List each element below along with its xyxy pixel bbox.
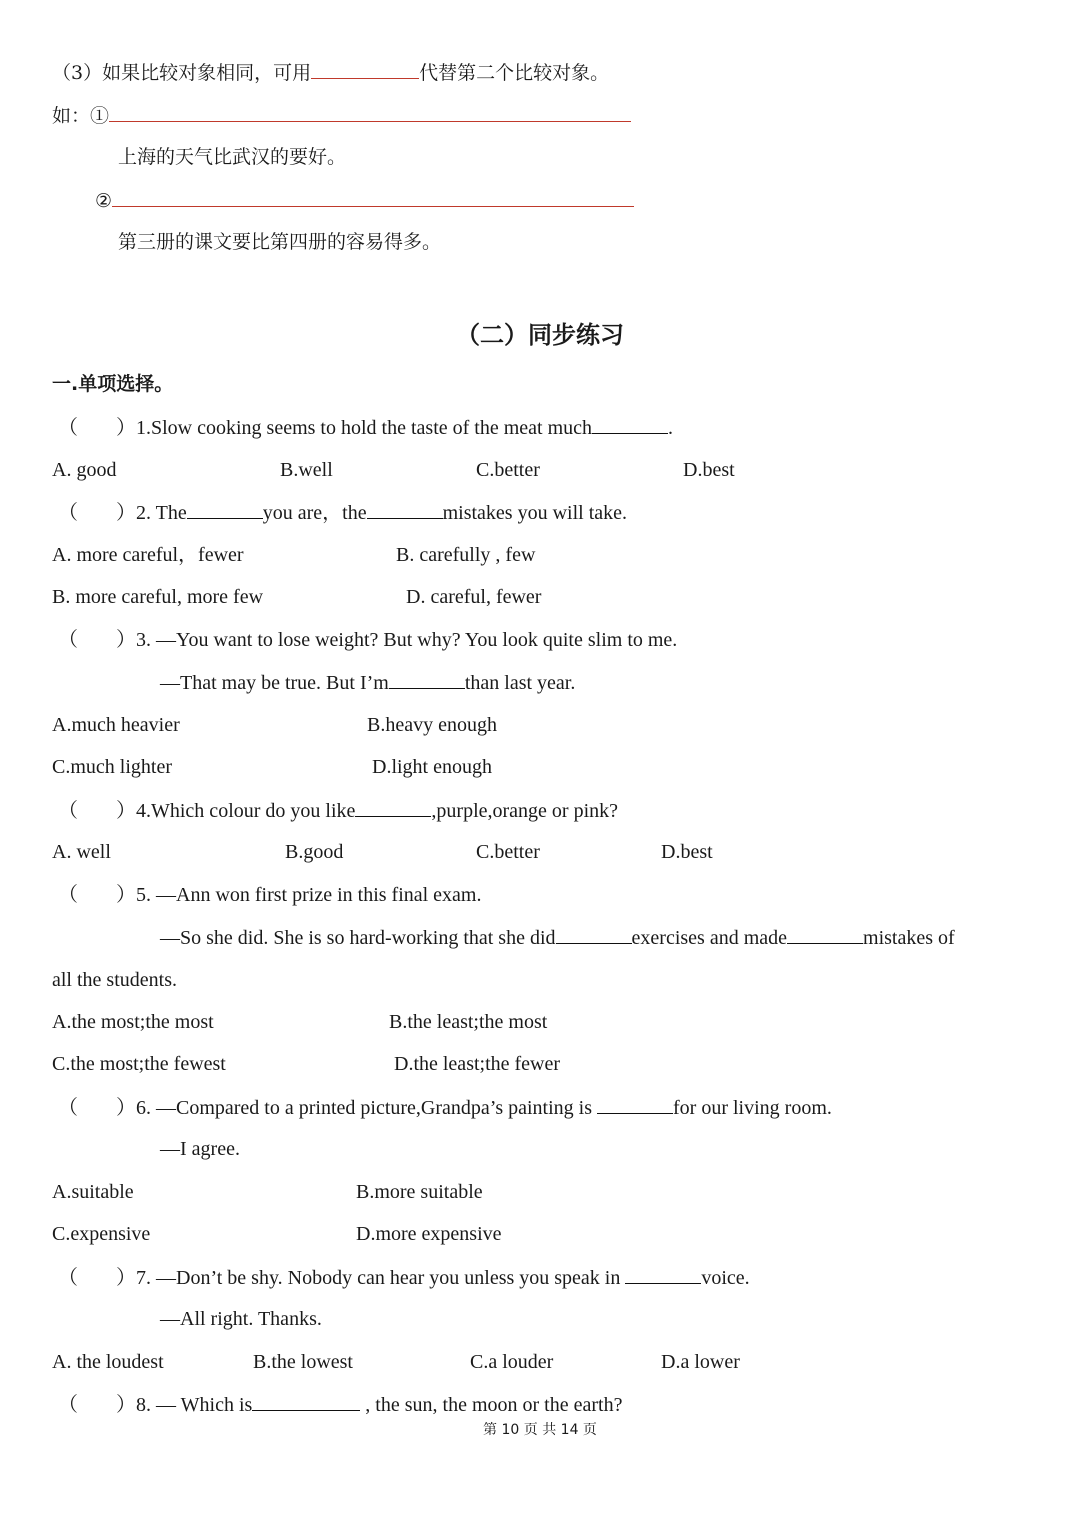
q5-option-a[interactable]: A.the most;the most — [52, 1011, 214, 1033]
q7-option-c[interactable]: C.a louder — [470, 1351, 554, 1373]
question-8: （ ）8. — Which is , the sun, the moon or the earth? — [58, 1394, 623, 1416]
q1-option-a[interactable]: A. good — [52, 459, 117, 481]
answer-bracket[interactable]: （ ） — [58, 1267, 136, 1289]
q6-option-a[interactable]: A.suitable — [52, 1181, 134, 1203]
question-3-blank — [389, 670, 465, 689]
question-7: （ ）7. —Don’t be shy. Nobody can hear you unless you speak in voice. — [58, 1267, 750, 1289]
question-1-stem: 1.Slow cooking seems to hold the taste of the meat much — [136, 417, 593, 439]
answer-bracket[interactable]: （ ） — [58, 502, 136, 524]
q7-option-b[interactable]: B.the lowest — [253, 1351, 353, 1373]
question-3-reply: —That may be true. But I’m than last year. — [160, 672, 576, 694]
example-label: 如： — [52, 105, 91, 127]
example-1-blank — [109, 103, 631, 122]
q4-option-d[interactable]: D.best — [661, 841, 713, 863]
q5-option-b[interactable]: B.the least;the most — [389, 1011, 548, 1033]
answer-bracket[interactable]: （ ） — [58, 1097, 136, 1119]
page-footer: 第 10 页 共 14 页 — [483, 1422, 597, 1438]
example-2-chinese: 第三册的课文要比第四册的容易得多。 — [118, 231, 442, 253]
example-2-mark: ② — [95, 190, 113, 212]
answer-bracket[interactable]: （ ） — [58, 629, 136, 651]
q2-option-b[interactable]: B. carefully , few — [396, 544, 536, 566]
example-1 — [52, 103, 631, 128]
question-5-reply: —So she did. She is so hard-working that she did exercises and made mistakes of — [160, 927, 955, 949]
question-6-reply: —I agree. — [160, 1138, 240, 1160]
question-7-reply: —All right. Thanks. — [160, 1308, 322, 1330]
q1-option-c[interactable]: C.better — [476, 459, 540, 481]
question-4-blank — [355, 798, 431, 817]
question-6-blank — [597, 1095, 673, 1114]
question-5: （ ）5. —Ann won first prize in this final exam. — [58, 884, 482, 906]
example-2-blank — [112, 188, 634, 207]
q1-option-b[interactable]: B.well — [280, 459, 333, 481]
answer-bracket[interactable]: （ ） — [58, 800, 136, 822]
question-2: （ ）2. The you are，the mistakes you will take. — [58, 502, 628, 524]
q2-option-d[interactable]: D. careful, fewer — [406, 586, 542, 608]
answer-bracket[interactable]: （ ） — [58, 417, 136, 439]
q3-option-b[interactable]: B.heavy enough — [367, 714, 497, 736]
question-4: （ ）4.Which colour do you like ,purple,orange or pink? — [58, 800, 619, 822]
q6-option-b[interactable]: B.more suitable — [356, 1181, 483, 1203]
q7-option-d[interactable]: D.a lower — [661, 1351, 740, 1373]
question-5-blank-1 — [556, 925, 632, 944]
section-title: （二）同步练习 — [456, 321, 624, 349]
q3-option-d[interactable]: D.light enough — [372, 756, 492, 778]
q3-option-c[interactable]: C.much lighter — [52, 756, 172, 778]
question-6: （ ）6. —Compared to a printed picture,Grandpa’s painting is for our living room. — [58, 1097, 832, 1119]
rule-3-text-after: 代替第二个比较对象。 — [419, 62, 610, 84]
question-3: （ ）3. —You want to lose weight? But why? You look quite slim to me. — [58, 629, 678, 651]
q5-option-d[interactable]: D.the least;the fewer — [394, 1053, 561, 1075]
q2-option-a[interactable]: A. more careful，fewer — [52, 544, 244, 566]
question-5-blank-2 — [787, 925, 863, 944]
rule-3-text: （3）如果比较对象相同，可用 — [52, 62, 312, 84]
question-7-blank — [625, 1265, 701, 1284]
question-1: （ ）1.Slow cooking seems to hold the taste of the meat much . — [58, 417, 674, 439]
q7-option-a[interactable]: A. the loudest — [52, 1351, 164, 1373]
example-2 — [95, 188, 634, 213]
q6-option-c[interactable]: C.expensive — [52, 1223, 151, 1245]
answer-bracket[interactable]: （ ） — [58, 1394, 136, 1416]
question-2-blank-1 — [187, 500, 263, 519]
q4-option-c[interactable]: C.better — [476, 841, 540, 863]
example-1-chinese: 上海的天气比武汉的要好。 — [118, 146, 347, 168]
q5-option-c[interactable]: C.the most;the fewest — [52, 1053, 226, 1075]
q3-option-a[interactable]: A.much heavier — [52, 714, 180, 736]
example-1-mark: ① — [90, 105, 110, 127]
q1-option-d[interactable]: D.best — [683, 459, 735, 481]
question-5-reply-cont: all the students. — [52, 969, 177, 991]
question-1-blank — [592, 415, 668, 434]
q4-option-b[interactable]: B.good — [285, 841, 344, 863]
q6-option-d[interactable]: D.more expensive — [356, 1223, 502, 1245]
part-title: 一.单项选择。 — [52, 373, 174, 395]
q2-option-c[interactable]: B. more careful, more few — [52, 586, 264, 608]
q4-option-a[interactable]: A. well — [52, 841, 111, 863]
answer-bracket[interactable]: （ ） — [58, 884, 136, 906]
rule-3-blank — [311, 60, 419, 79]
question-2-blank-2 — [367, 500, 443, 519]
rule-3 — [52, 60, 609, 85]
question-8-blank — [252, 1392, 360, 1411]
